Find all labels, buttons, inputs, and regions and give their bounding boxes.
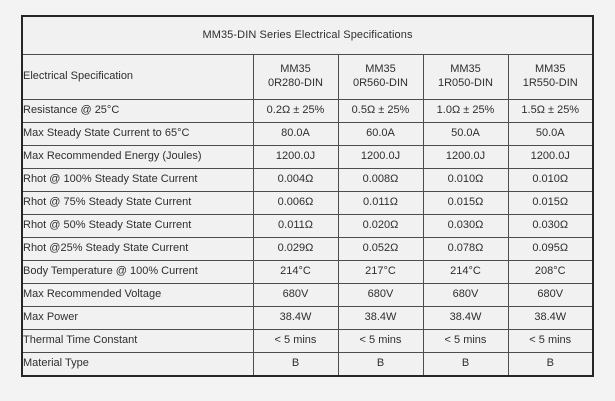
row-label: Rhot @25% Steady State Current xyxy=(22,238,253,261)
row-value: 50.0A xyxy=(508,123,593,146)
row-value: 38.4W xyxy=(508,307,593,330)
row-label: Material Type xyxy=(22,353,253,377)
row-value: 214°C xyxy=(253,261,338,284)
row-label: Thermal Time Constant xyxy=(22,330,253,353)
row-value: 0.5Ω ± 25% xyxy=(338,100,423,123)
row-value: 1.5Ω ± 25% xyxy=(508,100,593,123)
row-value: 0.011Ω xyxy=(338,192,423,215)
row-value: 208°C xyxy=(508,261,593,284)
electrical-specifications-table xyxy=(21,15,594,377)
spec-table-container xyxy=(21,15,594,377)
row-value: < 5 mins xyxy=(338,330,423,353)
column-header-model xyxy=(338,55,423,100)
row-value: 38.4W xyxy=(338,307,423,330)
row-value: 680V xyxy=(423,284,508,307)
table-row xyxy=(22,169,593,192)
row-value: 0.030Ω xyxy=(508,215,593,238)
row-value: 0.011Ω xyxy=(253,215,338,238)
table-row xyxy=(22,238,593,261)
row-value: 0.029Ω xyxy=(253,238,338,261)
table-row xyxy=(22,307,593,330)
row-label: Rhot @ 75% Steady State Current xyxy=(22,192,253,215)
model-part: 0R280-DIN xyxy=(267,77,324,89)
model-series: MM35 xyxy=(450,63,481,76)
table-title: MM35-DIN Series Electrical Specifications xyxy=(22,16,593,55)
row-value: 680V xyxy=(338,284,423,307)
row-value: 0.095Ω xyxy=(508,238,593,261)
row-value: 1200.0J xyxy=(508,146,593,169)
row-value: 38.4W xyxy=(253,307,338,330)
row-value: 0.004Ω xyxy=(253,169,338,192)
row-value: < 5 mins xyxy=(423,330,508,353)
table-row xyxy=(22,123,593,146)
table-row xyxy=(22,353,593,377)
row-value: 80.0A xyxy=(253,123,338,146)
row-value: 0.078Ω xyxy=(423,238,508,261)
model-part: 1R050-DIN xyxy=(437,77,494,89)
table-row xyxy=(22,330,593,353)
column-header-model xyxy=(423,55,508,100)
title-row xyxy=(22,16,593,55)
row-value: 680V xyxy=(253,284,338,307)
column-header-model xyxy=(508,55,593,100)
row-value: 0.010Ω xyxy=(508,169,593,192)
row-value: B xyxy=(338,353,423,377)
table-row xyxy=(22,284,593,307)
table-row xyxy=(22,215,593,238)
row-value: 217°C xyxy=(338,261,423,284)
row-label: Max Power xyxy=(22,307,253,330)
row-label: Rhot @ 100% Steady State Current xyxy=(22,169,253,192)
row-label: Max Recommended Voltage xyxy=(22,284,253,307)
row-value: 0.008Ω xyxy=(338,169,423,192)
row-label: Resistance @ 25°C xyxy=(22,100,253,123)
row-value: 1200.0J xyxy=(423,146,508,169)
row-value: 0.010Ω xyxy=(423,169,508,192)
row-value: 0.2Ω ± 25% xyxy=(253,100,338,123)
row-value: 0.052Ω xyxy=(338,238,423,261)
row-value: B xyxy=(508,353,593,377)
row-value: 38.4W xyxy=(423,307,508,330)
row-value: 1.0Ω ± 25% xyxy=(423,100,508,123)
row-value: 0.015Ω xyxy=(423,192,508,215)
column-header-model xyxy=(253,55,338,100)
row-value: 1200.0J xyxy=(338,146,423,169)
row-label: Body Temperature @ 100% Current xyxy=(22,261,253,284)
row-value: 0.006Ω xyxy=(253,192,338,215)
row-value: < 5 mins xyxy=(508,330,593,353)
row-value: 0.030Ω xyxy=(423,215,508,238)
row-value: 60.0A xyxy=(338,123,423,146)
row-value: 214°C xyxy=(423,261,508,284)
row-value: 50.0A xyxy=(423,123,508,146)
row-value: 0.020Ω xyxy=(338,215,423,238)
model-part: 1R550-DIN xyxy=(522,77,578,89)
row-value: 680V xyxy=(508,284,593,307)
table-row xyxy=(22,261,593,284)
row-value: B xyxy=(423,353,508,377)
row-label: Rhot @ 50% Steady State Current xyxy=(22,215,253,238)
row-label: Max Steady State Current to 65°C xyxy=(22,123,253,146)
model-series: MM35 xyxy=(534,63,566,76)
row-value: 0.015Ω xyxy=(508,192,593,215)
row-value: 1200.0J xyxy=(253,146,338,169)
table-row xyxy=(22,100,593,123)
row-value: < 5 mins xyxy=(253,330,338,353)
table-row xyxy=(22,192,593,215)
model-series: MM35 xyxy=(365,63,396,76)
row-label: Max Recommended Energy (Joules) xyxy=(22,146,253,169)
row-value: B xyxy=(253,353,338,377)
model-part: 0R560-DIN xyxy=(352,77,409,89)
table-row xyxy=(22,146,593,169)
column-header-spec: Electrical Specification xyxy=(22,55,253,100)
model-series: MM35 xyxy=(280,63,311,76)
header-row xyxy=(22,55,593,100)
